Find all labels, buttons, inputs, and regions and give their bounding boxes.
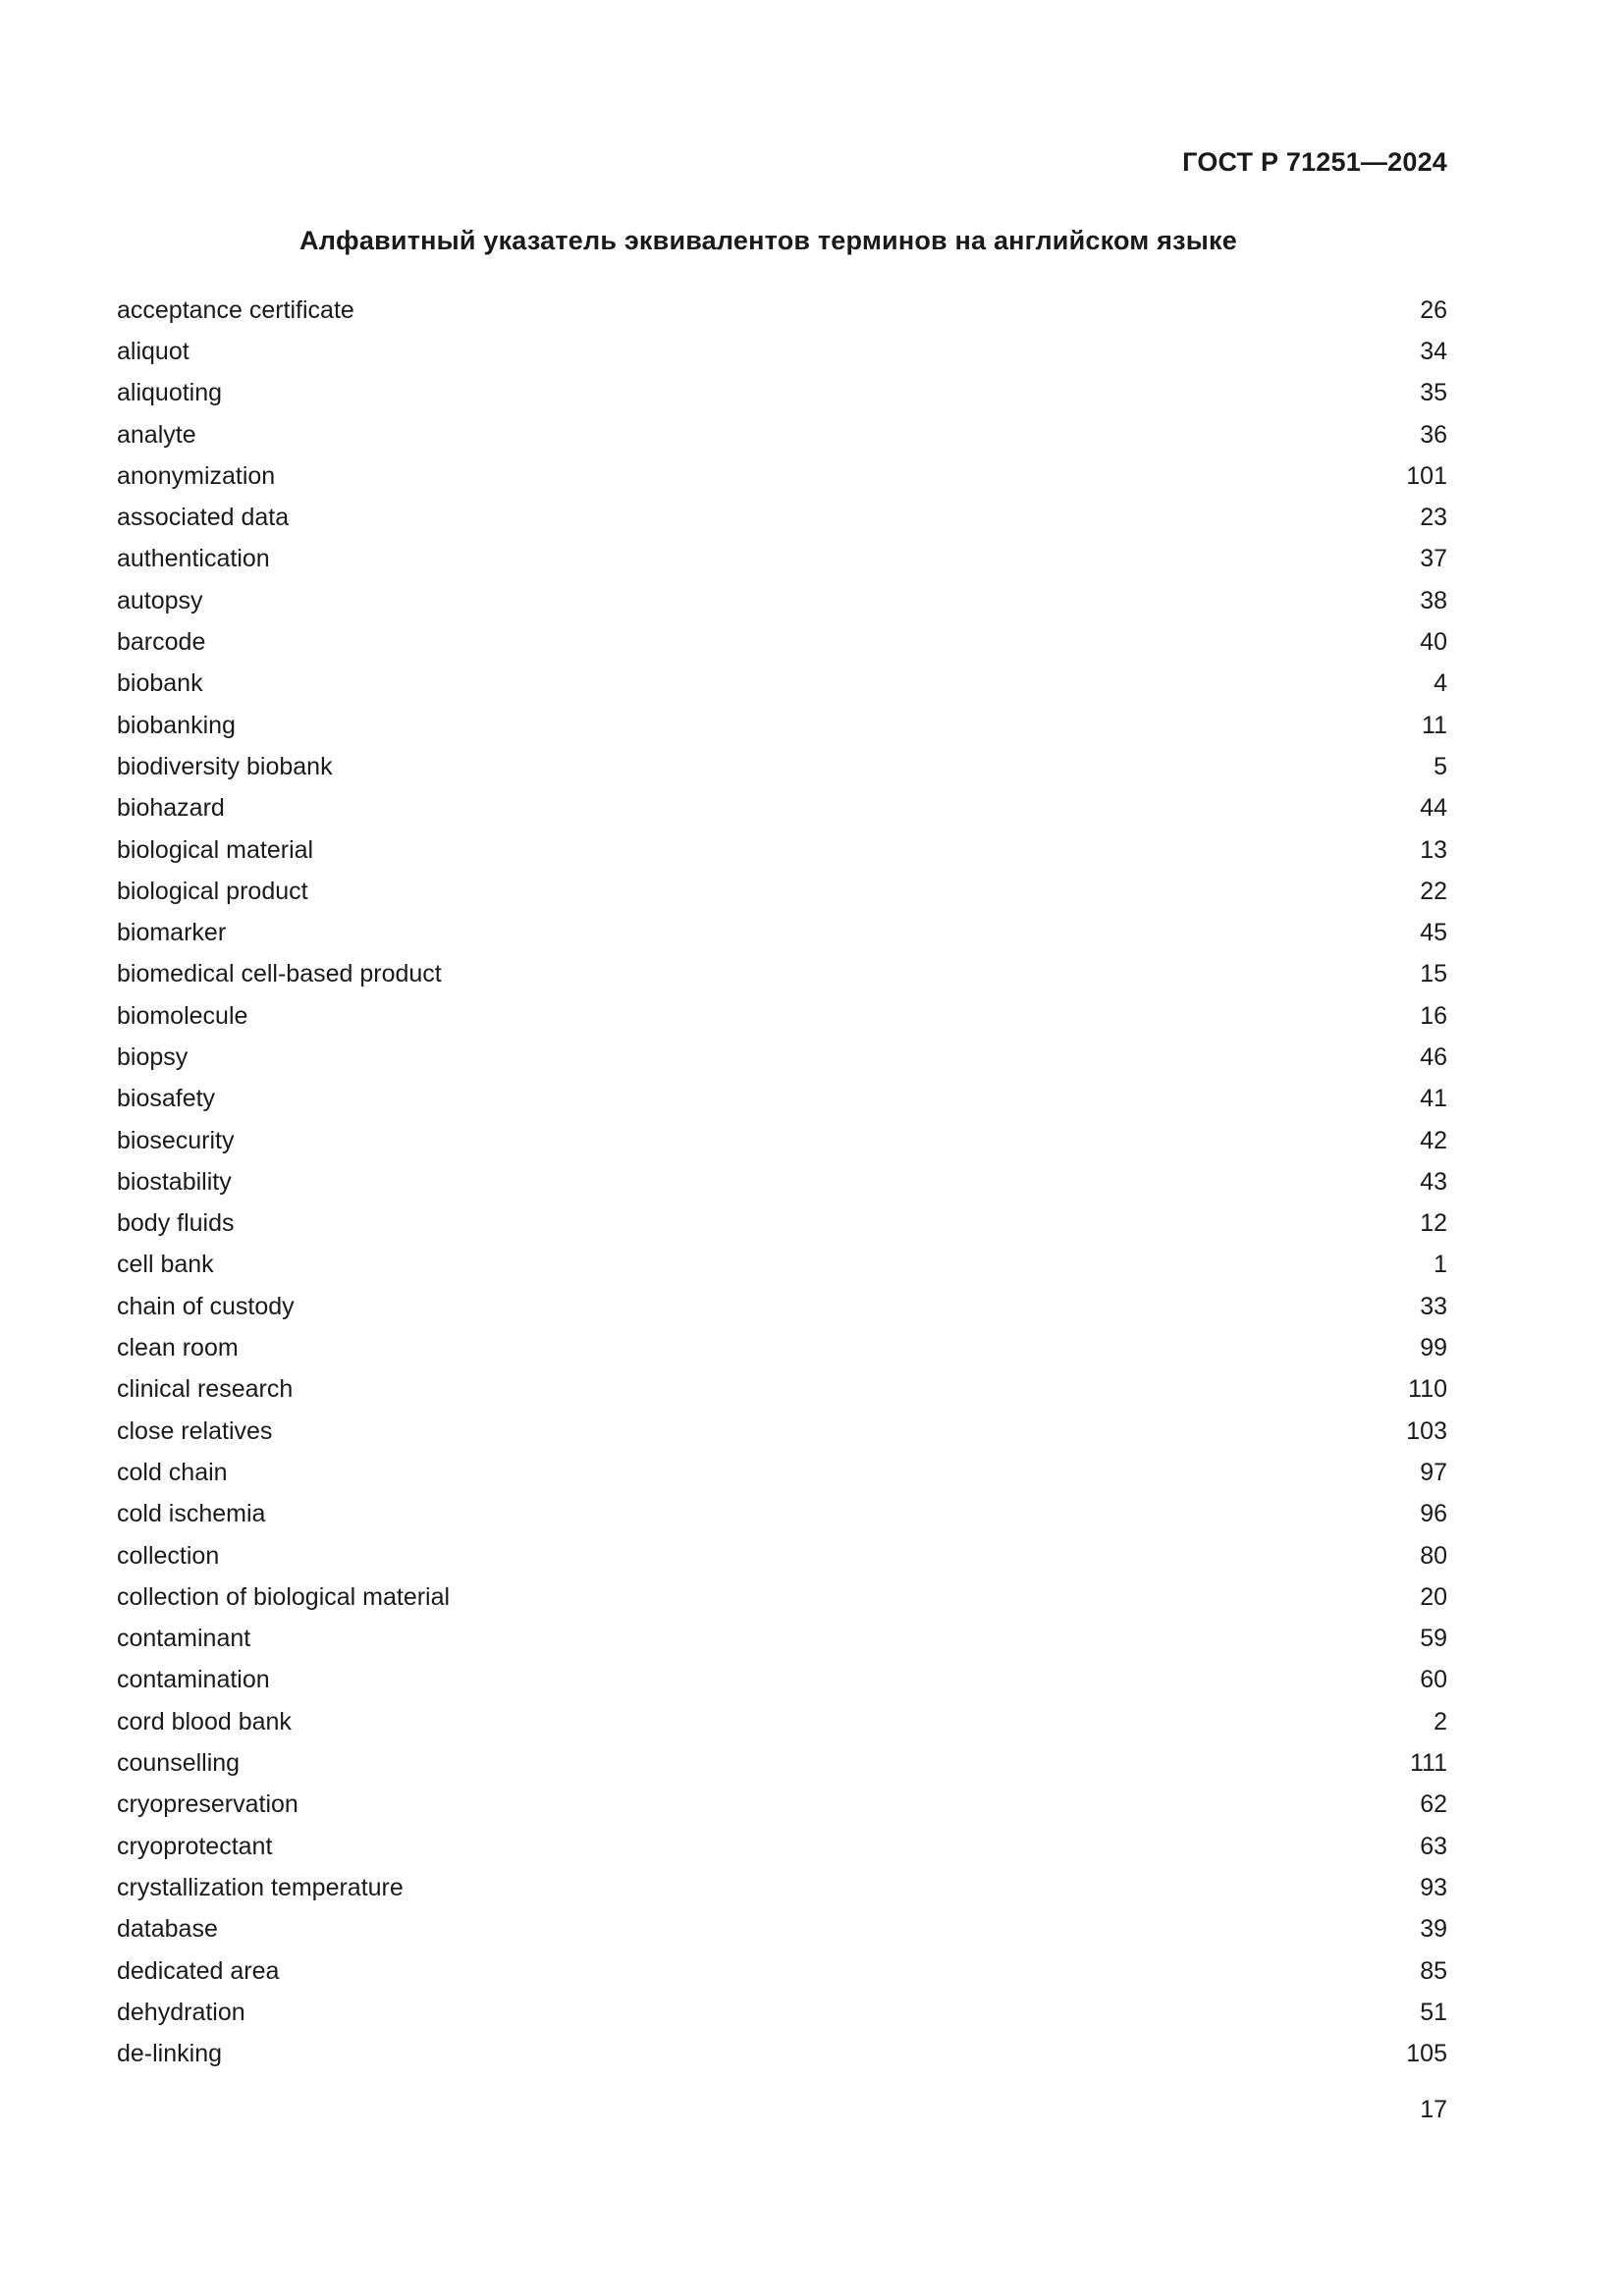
index-term-number: 99 [1420, 1334, 1447, 1362]
index-entry [117, 1660, 1447, 1701]
index-term-number: 2 [1434, 1707, 1447, 1735]
index-entry [117, 746, 1447, 787]
index-term-number: 36 [1420, 420, 1447, 449]
index-term: clinical research [117, 1375, 294, 1404]
index-term-number: 97 [1420, 1458, 1447, 1486]
index-entry [117, 1909, 1447, 1950]
index-term: biomedical cell-based product [117, 960, 442, 988]
index-term-number: 110 [1408, 1375, 1447, 1404]
index-term-number: 46 [1420, 1042, 1447, 1071]
index-term-number: 60 [1420, 1666, 1447, 1694]
index-entry [117, 954, 1447, 995]
index-entry [117, 1120, 1447, 1161]
index-entry [117, 1950, 1447, 1992]
index-term: biostability [117, 1167, 232, 1196]
index-entry [117, 871, 1447, 912]
index-entry [117, 1037, 1447, 1078]
index-term: anonymization [117, 461, 276, 490]
index-term-number: 23 [1420, 504, 1447, 532]
index-term-number: 38 [1420, 586, 1447, 614]
index-entry [117, 1619, 1447, 1660]
term-index-list [117, 290, 1447, 2075]
index-term: cold ischemia [117, 1500, 266, 1528]
index-term: contaminant [117, 1625, 251, 1653]
index-entry [117, 455, 1447, 497]
index-term-number: 26 [1420, 295, 1447, 324]
index-entry [117, 539, 1447, 580]
index-term-number: 44 [1420, 794, 1447, 823]
index-entry [117, 995, 1447, 1037]
index-entry [117, 829, 1447, 871]
index-entry [117, 1535, 1447, 1576]
index-entry [117, 331, 1447, 372]
index-term-number: 40 [1420, 628, 1447, 657]
index-term: biodiversity biobank [117, 752, 333, 780]
index-term: counselling [117, 1749, 241, 1778]
index-term: acceptance certificate [117, 295, 354, 324]
index-term-number: 85 [1420, 1956, 1447, 1985]
index-term: crystallization temperature [117, 1873, 404, 1901]
index-entry [117, 664, 1447, 705]
index-term: barcode [117, 628, 206, 657]
index-term-number: 16 [1420, 1001, 1447, 1030]
index-entry [117, 788, 1447, 829]
index-entry [117, 290, 1447, 331]
index-term: biomolecule [117, 1001, 248, 1030]
index-term-number: 101 [1406, 461, 1447, 490]
index-entry [117, 1161, 1447, 1202]
index-term: cord blood bank [117, 1707, 292, 1735]
index-entry [117, 1286, 1447, 1327]
index-term: authentication [117, 545, 270, 573]
index-entry [117, 1494, 1447, 1535]
index-entry [117, 580, 1447, 621]
index-term-number: 1 [1434, 1251, 1447, 1279]
index-entry [117, 1701, 1447, 1742]
index-term: collection [117, 1541, 220, 1570]
index-entry [117, 1576, 1447, 1618]
index-term-number: 43 [1420, 1167, 1447, 1196]
index-term-number: 96 [1420, 1500, 1447, 1528]
index-entry [117, 1992, 1447, 2033]
index-term: close relatives [117, 1416, 273, 1445]
index-entry [117, 1369, 1447, 1411]
index-term-number: 103 [1406, 1416, 1447, 1445]
index-term: cell bank [117, 1251, 214, 1279]
index-term-number: 41 [1420, 1085, 1447, 1113]
index-entry [117, 2033, 1447, 2074]
index-term-number: 105 [1406, 2040, 1447, 2068]
index-term: clean room [117, 1334, 239, 1362]
index-term: biobanking [117, 711, 236, 739]
index-entry [117, 414, 1447, 455]
document-id: ГОСТ Р 71251—2024 [1182, 147, 1447, 177]
index-entry [117, 705, 1447, 746]
index-term-number: 34 [1420, 337, 1447, 365]
index-term: biological product [117, 877, 308, 905]
index-term: biomarker [117, 919, 227, 947]
index-entry [117, 1245, 1447, 1286]
index-term-number: 5 [1434, 752, 1447, 780]
index-term: database [117, 1915, 218, 1944]
index-term: cryopreservation [117, 1790, 298, 1819]
index-term-number: 39 [1420, 1915, 1447, 1944]
index-term: de-linking [117, 2040, 223, 2068]
index-term: body fluids [117, 1209, 235, 1238]
index-term-number: 33 [1420, 1292, 1447, 1320]
index-term-number: 93 [1420, 1873, 1447, 1901]
index-term: cryoprotectant [117, 1832, 273, 1860]
index-term: cold chain [117, 1458, 228, 1486]
index-entry [117, 621, 1447, 663]
index-term-number: 20 [1420, 1582, 1447, 1611]
index-term-number: 80 [1420, 1541, 1447, 1570]
index-term-number: 12 [1420, 1209, 1447, 1238]
index-term: analyte [117, 420, 196, 449]
index-entry [117, 1327, 1447, 1368]
page-number: 17 [1420, 2096, 1447, 2123]
index-term: chain of custody [117, 1292, 295, 1320]
index-term-number: 4 [1434, 669, 1447, 698]
index-entry [117, 912, 1447, 953]
index-term-number: 13 [1420, 835, 1447, 864]
index-term: collection of biological material [117, 1582, 451, 1611]
index-term-number: 15 [1420, 960, 1447, 988]
index-term-number: 11 [1422, 711, 1447, 739]
index-entry [117, 1785, 1447, 1826]
index-term-number: 111 [1409, 1749, 1447, 1778]
index-entry [117, 1826, 1447, 1867]
index-term: associated data [117, 504, 290, 532]
index-term-number: 22 [1420, 877, 1447, 905]
index-term: biological material [117, 835, 314, 864]
index-term-number: 45 [1420, 919, 1447, 947]
index-term: dedicated area [117, 1956, 280, 1985]
index-title: Алфавитный указатель эквивалентов терминов на английском языке [299, 226, 1237, 255]
index-entry [117, 1452, 1447, 1493]
index-entry [117, 373, 1447, 414]
index-term: biosecurity [117, 1126, 235, 1154]
index-entry [117, 1867, 1447, 1908]
index-entry [117, 1742, 1447, 1784]
index-entry [117, 1411, 1447, 1452]
index-term-number: 35 [1420, 379, 1447, 407]
index-term-number: 63 [1420, 1832, 1447, 1860]
index-entry [117, 1203, 1447, 1245]
index-term: aliquoting [117, 379, 223, 407]
index-term-number: 62 [1420, 1790, 1447, 1819]
index-term-number: 37 [1420, 545, 1447, 573]
index-term: aliquot [117, 337, 189, 365]
index-entry [117, 497, 1447, 538]
index-term: biobank [117, 669, 203, 698]
index-term: dehydration [117, 1998, 245, 2026]
index-term-number: 59 [1420, 1625, 1447, 1653]
index-entry [117, 1079, 1447, 1120]
index-term: contamination [117, 1666, 270, 1694]
index-term: autopsy [117, 586, 203, 614]
index-term: biohazard [117, 794, 225, 823]
index-term: biosafety [117, 1085, 216, 1113]
index-term-number: 42 [1420, 1126, 1447, 1154]
index-term: biopsy [117, 1042, 189, 1071]
index-term-number: 51 [1420, 1998, 1447, 2026]
